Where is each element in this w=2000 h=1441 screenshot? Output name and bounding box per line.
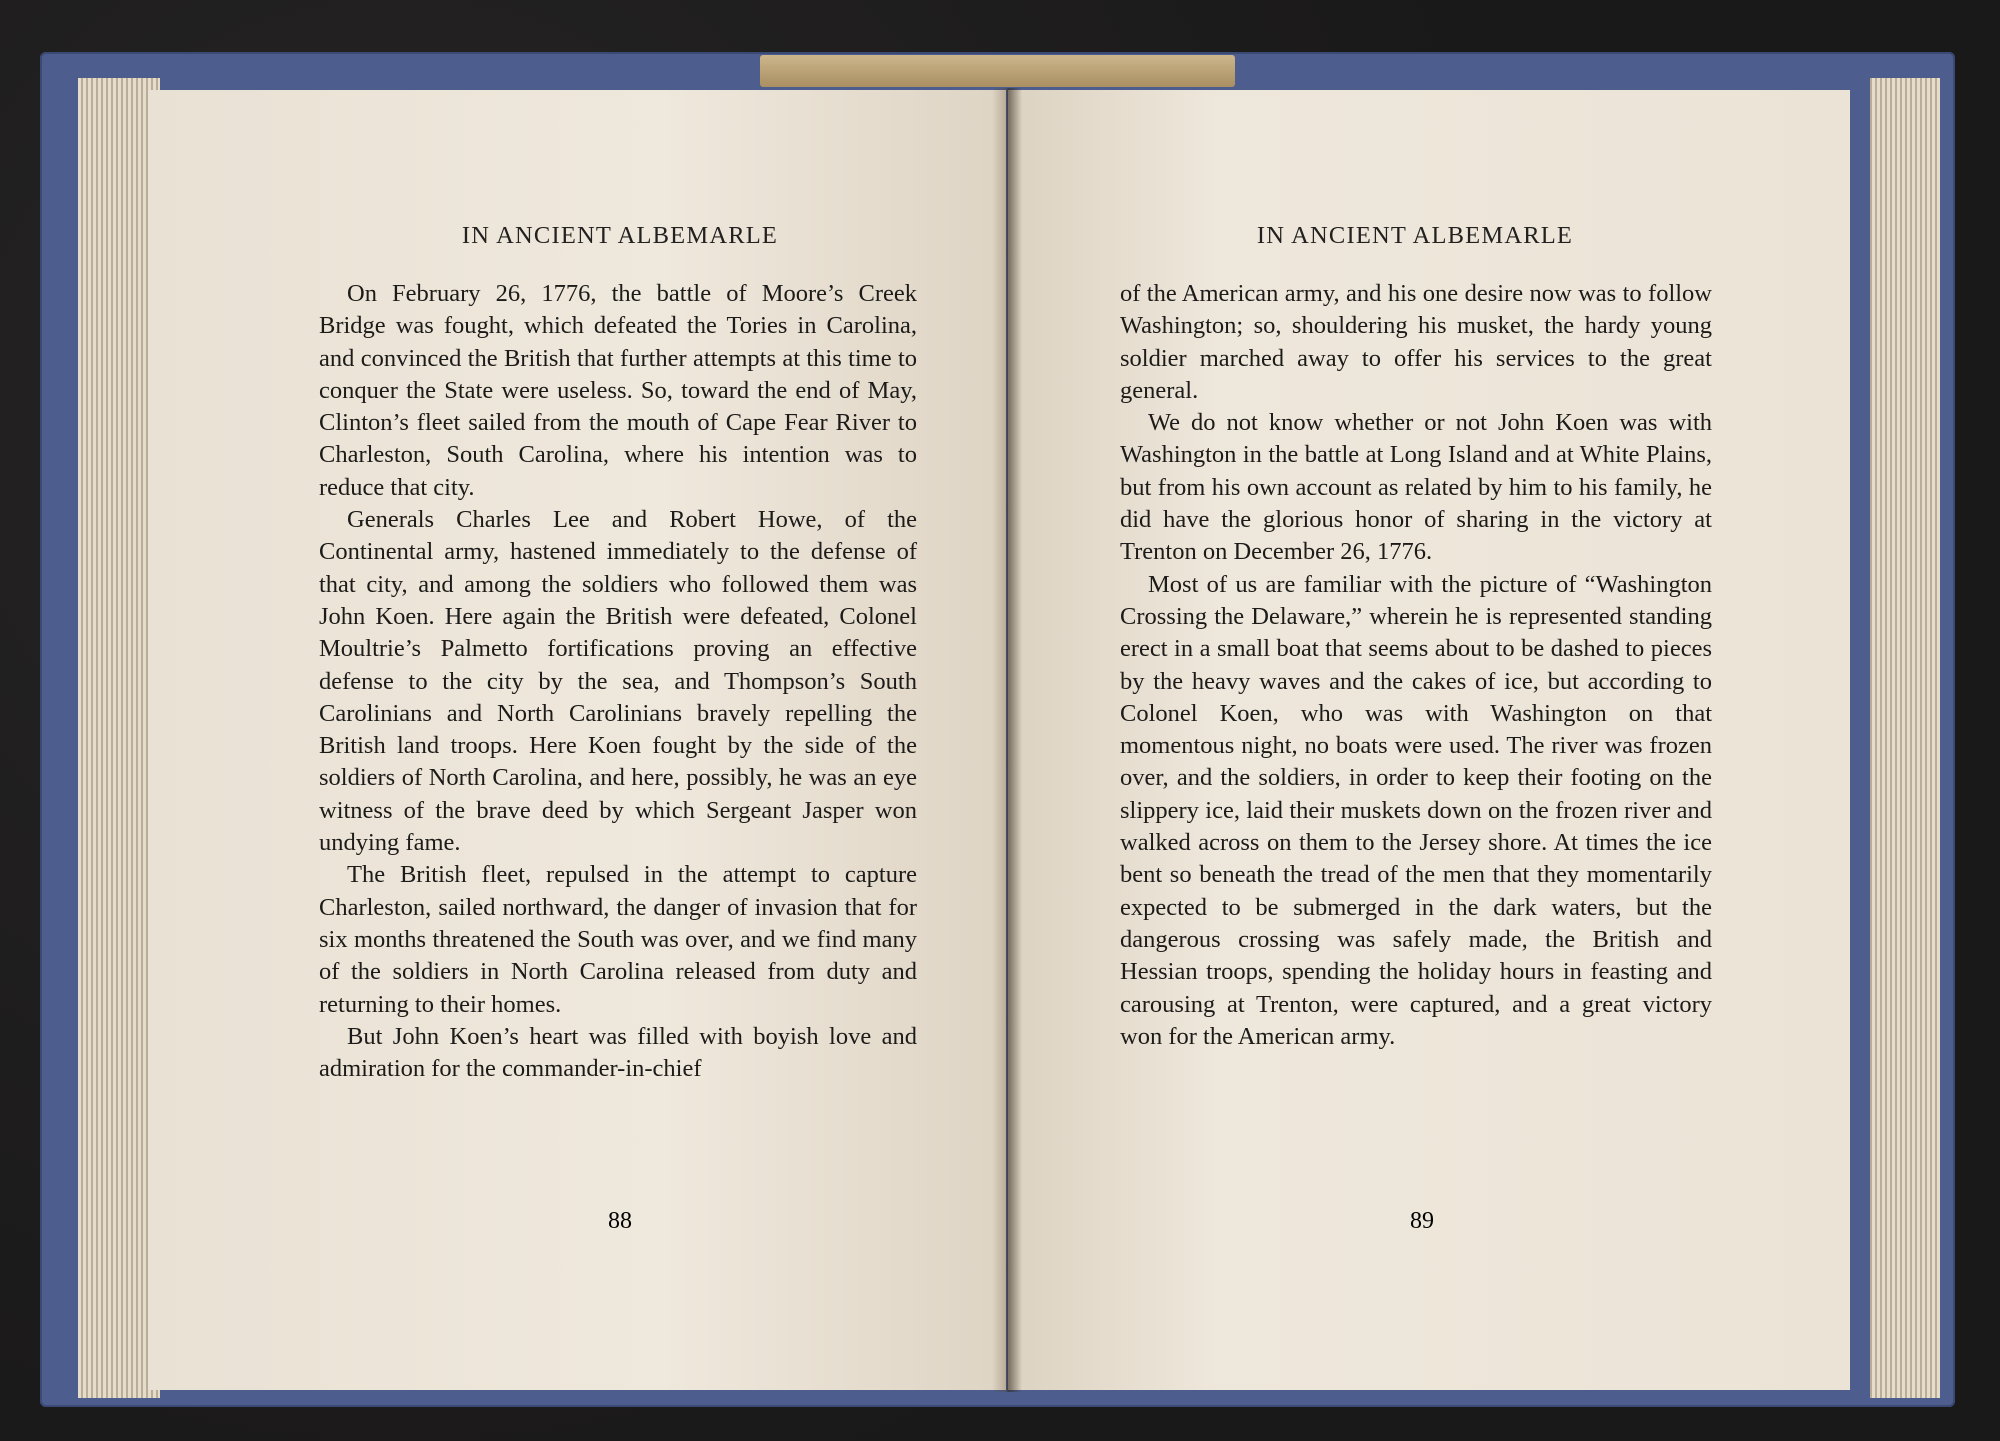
- book-gutter: [992, 88, 1022, 1392]
- left-running-head: IN ANCIENT ALBEMARLE: [461, 222, 779, 249]
- paragraph: of the American army, and his one desire now was to follow Washington; so, shouldering his musket, the hardy young soldier marched away to offer his services to the great general.: [1120, 280, 1712, 404]
- page-edges-right: [1870, 78, 1940, 1398]
- right-running-head: IN ANCIENT ALBEMARLE: [1256, 222, 1574, 249]
- paragraph: Generals Charles Lee and Robert Howe, of the Continental army, hastened immediately to the defense of that city, and among the soldiers who followed them was John Koen. Here again the British were defeated, Colonel Moultrie’s Palmetto fortifications proving an effective defense to the city by the sea, and Thompson’s South Carolinians and North Carolinians bravely repelling the British land troops. Here Koen fought by the side of the soldiers of North Carolina, and here, possibly, he was an eye witness of the brave deed by which Sergeant Jasper won undying fame.: [319, 506, 917, 857]
- paragraph: We do not know whether or not John Koen was with Washington in the battle at Long Island and at White Plains, but from his own account as related by him to his family, he did have the glorious honor of sharing in the victory at Trenton on December 26, 1776.: [1120, 409, 1712, 566]
- right-body-text: [1120, 278, 1712, 1053]
- paragraph: The British fleet, repulsed in the attempt to capture Charleston, sailed northward, the danger of invasion that for six months threatened the South was over, and we find many of the soldiers in North Carolina released from duty and returning to their homes.: [319, 861, 917, 1018]
- spine-binding: [760, 55, 1235, 87]
- left-page-number: 88: [608, 1208, 632, 1234]
- left-body-text: [319, 278, 917, 1085]
- paragraph: But John Koen’s heart was filled with boyish love and admiration for the commander-in-chief: [319, 1022, 917, 1083]
- paragraph: Most of us are familiar with the picture of “Washington Crossing the Delaware,” wherein he is represented standing erect in a small boat that seems about to be dashed to pieces by the heavy waves and the cakes of ice, but according to Colonel Koen, who was with Washington on that momentous night, no boats were used. The river was frozen over, and the soldiers, in order to keep their footing on the slippery ice, laid their muskets down on the frozen river and walked across on them to the Jersey shore. At times the ice bent so beneath the tread of the men that they momentarily expected to be submerged in the dark waters, but the dangerous crossing was safely made, the British and Hessian troops, spending the holiday hours in feasting and carousing at Trenton, were captured, and a great victory won for the American army.: [1120, 570, 1712, 1050]
- right-page-number: 89: [1410, 1208, 1434, 1234]
- paragraph: On February 26, 1776, the battle of Moore’s Creek Bridge was fought, which defeated the Tories in Carolina, and convinced the British that further attempts at this time to conquer the State were useless. So, toward the end of May, Clinton’s fleet sailed from the mouth of Cape Fear River to Charleston, South Carolina, where his intention was to reduce that city.: [319, 280, 917, 501]
